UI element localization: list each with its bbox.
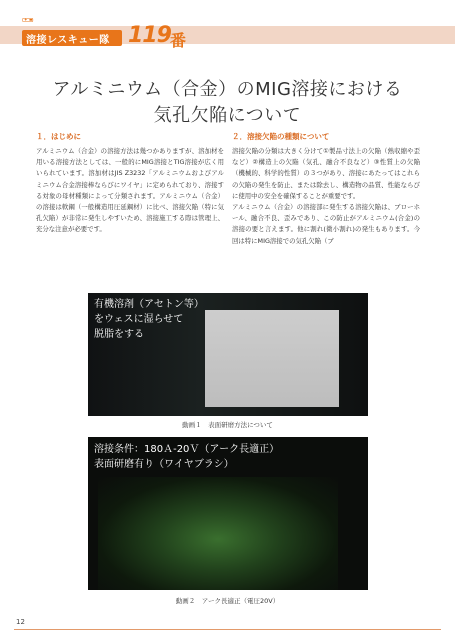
- video-1-overlay: [94, 297, 204, 342]
- video-2-overlay: [94, 442, 279, 472]
- video-1-caption: 動画１ 表面研磨方法について: [182, 421, 273, 429]
- video-1-overlay-line: 有機溶剤（アセトン等）: [94, 299, 204, 310]
- video-2-overlay-line: 溶接条件：180Ａ-20Ｖ（アーク長適正）: [94, 444, 280, 455]
- video-1[interactable]: [88, 293, 368, 416]
- series-label: 溶接レスキュー隊: [26, 35, 110, 46]
- footer-rule: [14, 629, 441, 630]
- video-2-caption: 動画２ アーク長適正（電圧20V）: [175, 597, 280, 605]
- video-2[interactable]: [88, 437, 368, 590]
- intro-paragraph: アルミニウム（合金）の溶接方法は幾つかありますが、溶加材を用いる溶接方法としては、一般的にMIG溶接とTIG溶接が広く用いられています。溶加材はJIS Z3232「アルミニウムおよびアルミニウム合金溶接棒ならびにワイヤ」に定められており、溶接する対象の母材種類によって分類されます。アルミニウム（合金）の溶接は軟鋼（一般構造用圧延鋼材）に比べ、溶接欠陥（特に気孔欠陥）が非常に発生しやすいため、溶接施工する際は管理上、充分な注意が必要です。: [36, 147, 224, 234]
- section-heading-intro: １．はじめに: [36, 132, 81, 141]
- page-title-line2: 気孔欠陥について: [153, 105, 302, 126]
- left-column: [36, 131, 224, 236]
- issue-number: 119: [128, 23, 171, 48]
- aluminium-plate: [205, 310, 339, 407]
- weld-arc-glow: [98, 477, 338, 590]
- ambulance-icon: [22, 14, 62, 30]
- page-title-line1: アルミニウム（合金）のMIG溶接における: [52, 79, 403, 100]
- right-column: [232, 131, 420, 247]
- page-number: 12: [16, 618, 25, 626]
- issue-suffix: 番: [170, 31, 187, 50]
- section-heading-defects: ２．溶接欠陥の種類について: [232, 132, 330, 141]
- defects-paragraph-2: アルミニウム（合金）の溶接部に発生する溶接欠陥は、ブローホール、融合不良、歪みであり、この防止がアルミニウム(合金)の溶接の要と言えます。他に割れ(微小割れ)の発生もあります。今回は特にMIG溶接での気孔欠陥（ブ: [232, 203, 420, 245]
- video-1-overlay-line: をウェスに湿らせて: [94, 314, 184, 325]
- video-2-overlay-line: 表面研磨有り（ワイヤブラシ）: [94, 459, 234, 470]
- video-1-overlay-line: 脱脂をする: [94, 329, 144, 340]
- defects-paragraph-1: 溶接欠陥の分類は大きく分けて①製品寸法上の欠陥（熱収縮や歪など）②構造上の欠陥（気孔、融合不良など）③性質上の欠陥（機械的、科学的性質）の３つがあり、溶接にあたってはこれらの欠陥の発生を防止、または除去し、構造物の品質、性能ならびに使用中の安全を確保することが重要です。: [232, 147, 420, 200]
